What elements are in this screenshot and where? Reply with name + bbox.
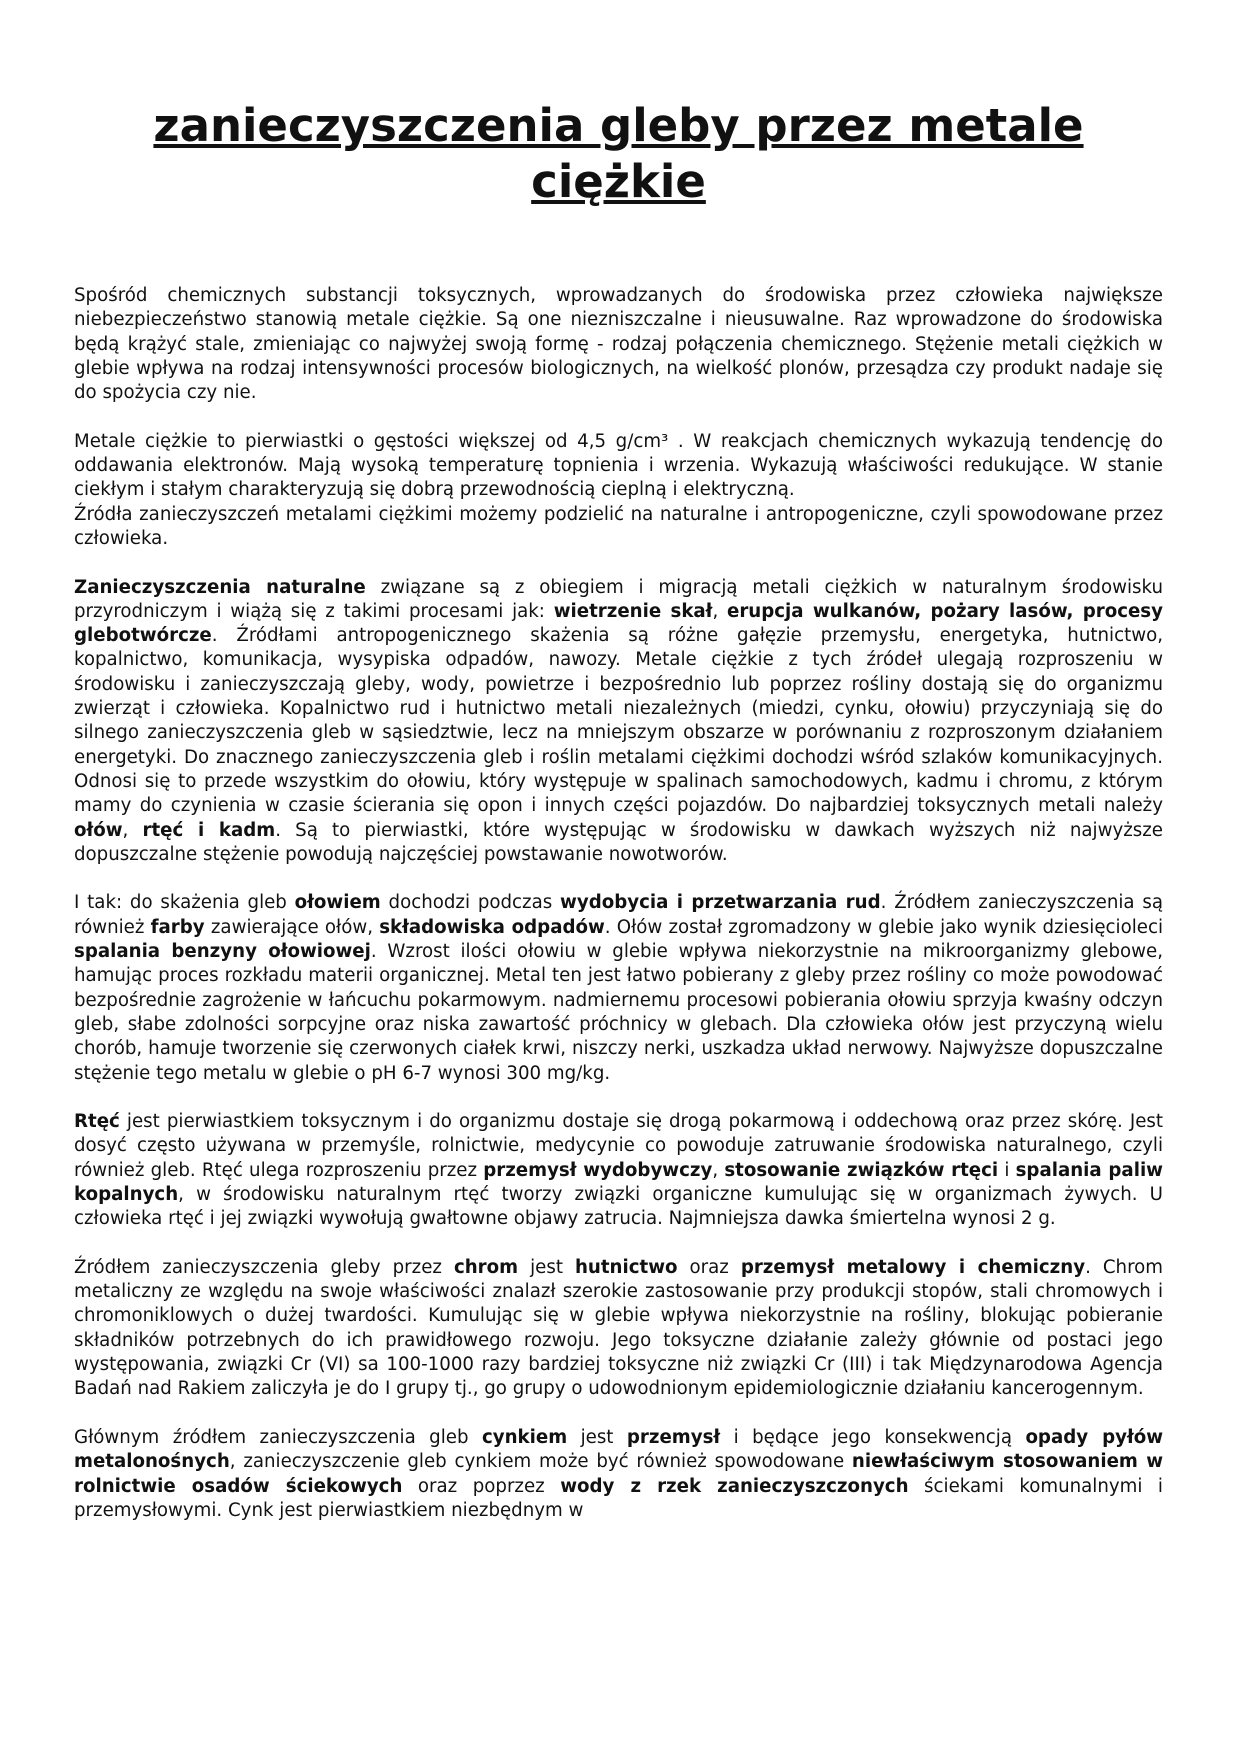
- text: I tak: do skażenia gleb: [74, 892, 295, 914]
- bold-text: farby: [150, 916, 205, 938]
- text: zawierające ołów,: [204, 916, 380, 938]
- paragraph: [74, 1426, 1163, 1523]
- bold-text: rtęć i kadm: [142, 819, 276, 841]
- text: Źródła zanieczyszczeń metalami ciężkimi możemy podzielić na naturalne i antropogeniczne, czyli spowodowane przez człowieka.: [74, 503, 1163, 549]
- text: ,: [122, 819, 143, 841]
- text: jest pierwiastkiem toksycznym i do organizmu dostaje się drogą pokarmową i oddechową oraz przez skórę. Jest dosyć często używana w przemyśle, rolnictwie, medycynie co powoduje zatruwanie środowiska naturalnego, czyli również gleb. Rtęć ulega rozproszeniu przez: [74, 1111, 1163, 1181]
- bold-text: chrom: [453, 1256, 519, 1278]
- text: Spośród chemicznych substancji toksycznych, wprowadzanych do środowiska przez człowieka największe niebezpieczeństwo stanowią metale ciężkie. Są one niezniszczalne i nieusuwalne. Raz wprowadzone do środowiska będą krążyć stale, zmieniając co najwyżej swoją formę - rodzaj połączenia chemicznego. Stężenie metali ciężkich w glebie wpływa na rodzaj intensywności procesów biologicznych, na wielkość plonów, przesądza czy produkt nadaje się do spożycia czy nie.: [74, 285, 1163, 404]
- text: . Źródłami antropogenicznego skażenia są różne gałęzie przemysłu, energetyka, hutnictwo, kopalnictwo, komunikacja, wysypiska odpadów, nawozy. Metale ciężkie z tych źródeł ulegają rozproszeniu w środowisku i zanieczyszczają gleby, wody, powietrze i bezpośrednio lub poprzez rośliny dostają się do organizmu zwierząt i człowieka. Kopalnictwo rud i hutnictwo metali niezależnych (miedzi, cynku, ołowiu) przyczyniają się do silnego zanieczyszczenia gleb w sąsiedztwie, lecz na mniejszym obszarze w porównaniu z rozproszonym działaniem energetyki. Do znacznego zanieczyszczenia gleb i roślin metalami ciężkimi dochodzi wśród szlaków komunikacyjnych. Odnosi się to przede wszystkim do ołowiu, który występuje w spalinach samochodowych, kadmu i chromu, z którym mamy do czynienia w czasie ścierania się opon i innych części pojazdów. Do najbardziej toksycznych metali należy: [74, 625, 1163, 817]
- bold-text: przemysł metalowy i chemiczny: [740, 1256, 1086, 1278]
- bold-text: przemysł: [626, 1426, 721, 1448]
- text: Metale ciężkie to pierwiastki o gęstości większej od 4,5 g/cm³ . W reakcjach chemicznych wykazują tendencję do oddawania elektronów. Mają wysoką temperaturę topnienia i wrzenia. Wykazują właściwości redukujące. W stanie ciekłym i stałym charakteryzują się dobrą przewodnością cieplną i elektryczną.: [74, 430, 1163, 501]
- paragraph: [74, 503, 1163, 552]
- document-body: [74, 284, 1163, 1547]
- bold-text: wody z rzek zanieczyszczonych: [560, 1475, 909, 1497]
- paragraph: [74, 1110, 1163, 1231]
- paragraph: [74, 1256, 1163, 1402]
- bold-text: spalania paliw kopalnych: [74, 1159, 1163, 1205]
- text: ściekami komunalnymi i przemysłowymi. Cynk jest pierwiastkiem niezbędnym w: [74, 1475, 1163, 1521]
- bold-text: stosowanie związków rtęci: [724, 1159, 999, 1181]
- bold-text: wietrzenie skał: [553, 600, 713, 622]
- bold-text: hutnictwo: [574, 1256, 678, 1278]
- text: , zanieczyszczenie gleb cynkiem może być również spowodowane: [229, 1451, 852, 1473]
- text: . Wzrost ilości ołowiu w glebie wpływa niekorzystnie na mikroorganizmy glebowe, hamując proces rozkładu materii organicznej. Metal ten jest łatwo pobierany z gleby przez rośliny co może powodować bezpośrednie zagrożenie w łańcuchu pokarmowym. nadmiernemu procesowi pobierania ołowiu sprzyja kwaśny odczyn gleb, słabe zdolności sorpcyjne oraz niska zawartość próchnicy w glebach. Dla człowieka ołów jest przyczyną wielu chorób, hamuje tworzenie się czerwonych ciałek krwi, niszczy nerki, uszkadza układ nerwowy. Najwyższe dopuszczalne stężenie tego metalu w glebie o pH 6-7 wynosi 300 mg/kg.: [74, 941, 1163, 1084]
- bold-text: erupcja wulkanów, pożary lasów, procesy glebotwórcze: [74, 600, 1163, 647]
- text: jest: [567, 1426, 627, 1448]
- text: Źródłem zanieczyszczenia gleby przez: [74, 1256, 454, 1278]
- paragraph: [74, 430, 1163, 503]
- text: jest: [518, 1256, 575, 1278]
- bold-text: przemysł wydobywczy: [483, 1159, 713, 1181]
- text: i: [998, 1159, 1016, 1181]
- bold-text: spalania benzyny ołowiowej: [74, 941, 371, 963]
- bold-text: ołów: [74, 819, 123, 841]
- bold-text: cynkiem: [481, 1426, 568, 1448]
- bold-text: ołowiem: [294, 892, 381, 914]
- bold-text: Rtęć: [74, 1111, 120, 1133]
- text: Głównym źródłem zanieczyszczenia gleb: [74, 1426, 482, 1448]
- text: ,: [712, 1159, 725, 1181]
- bold-text: Zanieczyszczenia naturalne: [74, 576, 366, 598]
- paragraph: [74, 891, 1163, 1085]
- text: związane są z obiegiem i migracją metali ciężkich w naturalnym środowisku przyrodniczym i wiążą się z takimi procesami jak:: [74, 576, 1163, 622]
- text: . Ołów został zgromadzony w glebie jako wynik dziesięcioleci: [604, 916, 1163, 938]
- text: . Są to pierwiastki, które występując w środowisku w dawkach wyższych niż najwyższe dopuszczalne stężenie powodują najczęściej powstawanie nowotworów.: [74, 819, 1163, 865]
- text: dochodzi podczas: [380, 892, 561, 914]
- bold-text: opady pyłów metalonośnych: [74, 1426, 1164, 1473]
- text: , w środowisku naturalnym rtęć tworzy związki organiczne kumulując się w organizmach żywych. U człowieka rtęć i jej związki wywołują gwałtowne objawy zatrucia. Najmniejsza dawka śmiertelna wynosi 2 g.: [74, 1183, 1163, 1230]
- text: oraz: [677, 1256, 741, 1278]
- bold-text: składowiska odpadów: [379, 916, 605, 938]
- paragraph: [74, 284, 1163, 405]
- bold-text: niewłaściwym stosowaniem w rolnictwie osadów ściekowych: [74, 1451, 1163, 1497]
- text: i będące jego konsekwencją: [720, 1426, 1026, 1448]
- text: . Źródłem zanieczyszczenia są również: [74, 892, 1163, 938]
- text: oraz poprzez: [402, 1475, 561, 1497]
- document-title: zanieczyszczenia gleby przez metale ciężkie: [153, 99, 1084, 208]
- text: . Chrom metaliczny ze względu na swoje właściwości znalazł szerokie zastosowanie przy produkcji stopów, stali chromowych i chromoniklowych o dużej twardości. Kumulując się w glebie wpływa niekorzystnie na rośliny, blokując pobieranie składników potrzebnych do ich prawidłowego rozwoju. Jego toksyczne działanie zależy głównie od postaci jego występowania, związki Cr (VI) sa 100-1000 razy bardziej toksyczne niż związki Cr (III) i tak Międzynarodowa Agencja Badań nad Rakiem zaliczyła je do I grupy tj., go grupy o udowodnionym epidemiologicznie działaniu kancerogennym.: [74, 1256, 1163, 1400]
- bold-text: wydobycia i przetwarzania rud: [560, 892, 881, 914]
- paragraph: [74, 576, 1163, 868]
- text: ,: [712, 600, 727, 622]
